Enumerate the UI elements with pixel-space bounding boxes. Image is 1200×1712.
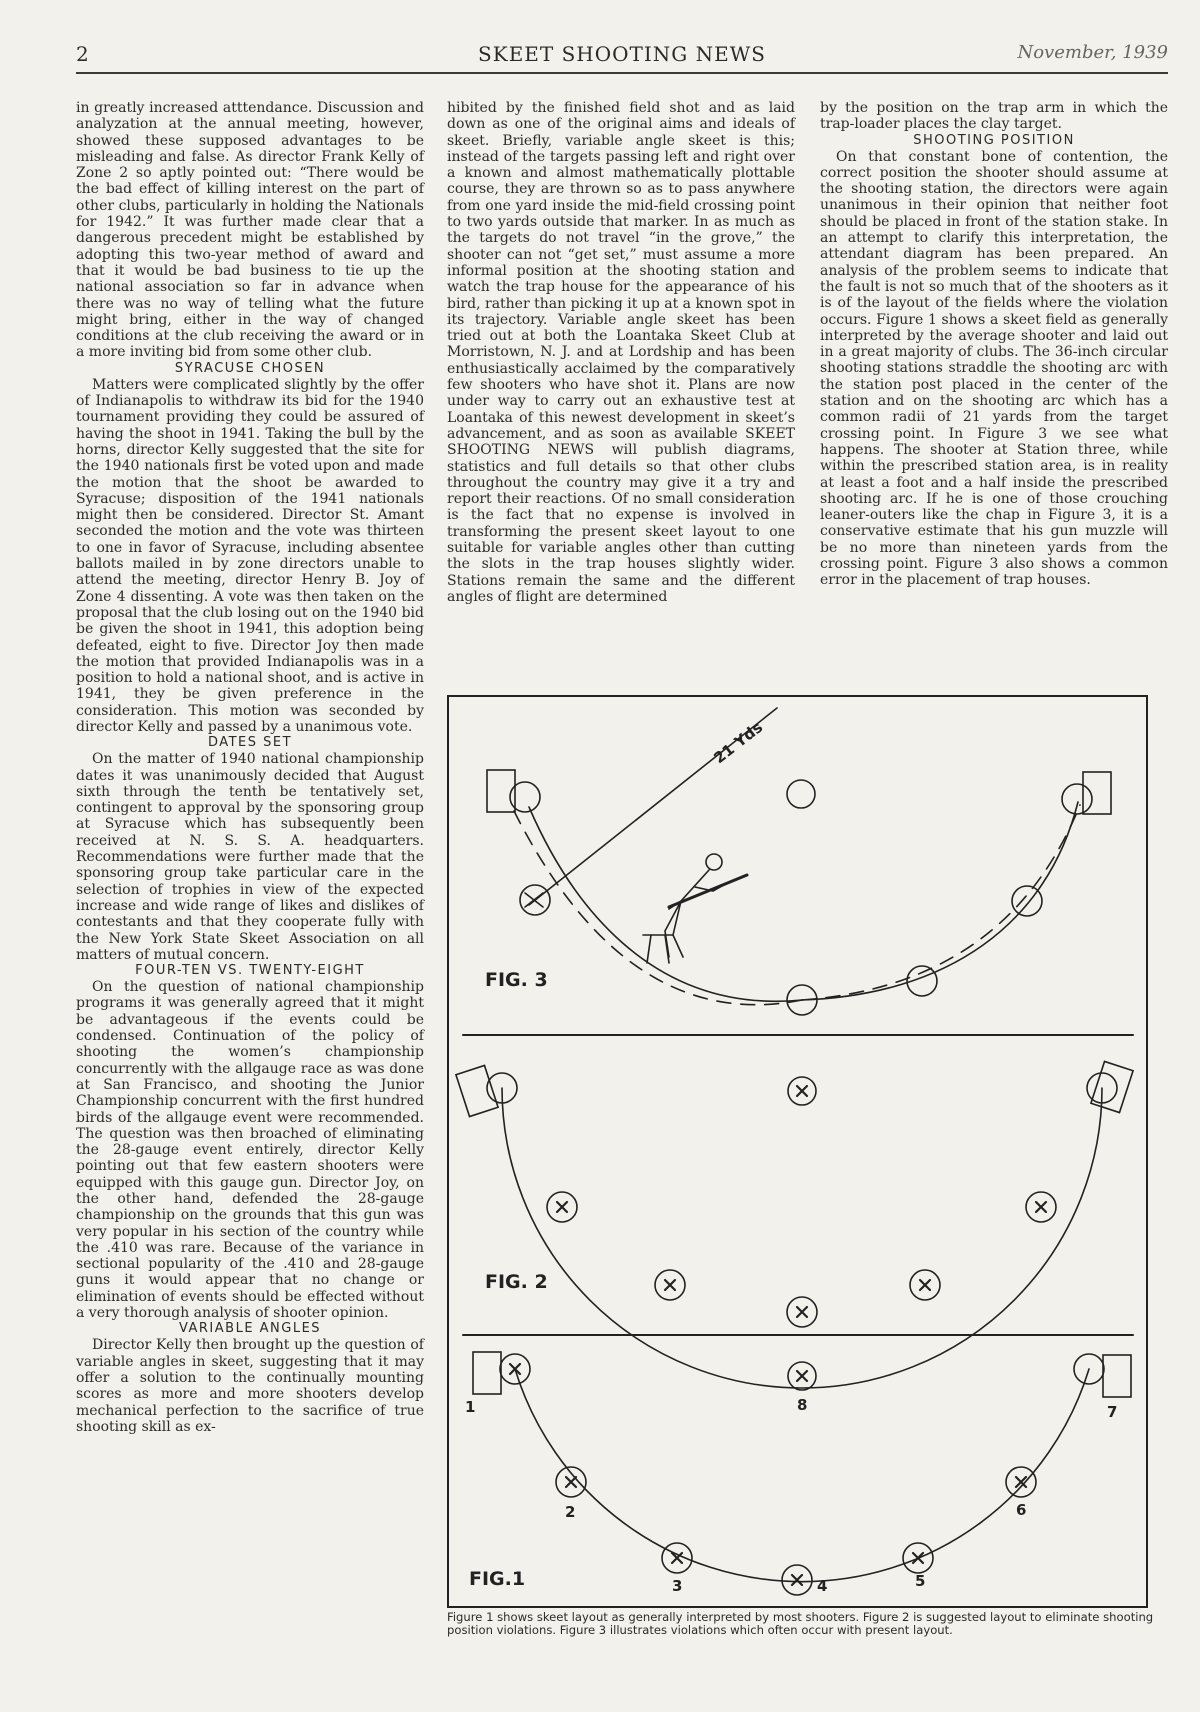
stake-mark [797,1307,807,1317]
section-heading-syracuse: SYRACUSE CHOSEN [174,360,326,376]
station-number: 8 [797,1396,808,1414]
paragraph: in greatly increased atttendance. Discussion and analyzation at the annual meeting, however, showed these supposed advantages to be misleading and false. As director Frank Kelly of Zone 2 so aptly pointed out: “There would be the bad effect of killing interest on the part of other clubs, particularly in holding the Nationals for 1942.” It was further made clear that a dangerous precedent might be established by adopting this two-year method of award and that it would be bad business to tie up the national association so far in advance when there was no way of telling what the future might bring, either in the way of changed conditions at the club receiving the award or in a more inviting bid from some other club. [76,100,424,361]
crossing-point [787,780,815,808]
fig1-label: FIG.1 [469,1568,526,1590]
paragraph: by the position on the trap arm in which the trap-loader places the clay target. [820,100,1168,133]
trap-house-right [1091,1061,1133,1112]
trap-house-right [1083,772,1111,814]
station-number: 7 [1107,1403,1118,1421]
section-heading-gauge: FOUR-TEN VS. TWENTY-EIGHT [135,963,365,979]
page-header [76,40,1168,70]
stake-mark [920,1280,930,1290]
station-circle [1062,784,1092,814]
skeet-layout-figure [447,695,1148,1608]
stake-mark [792,1575,802,1585]
station-number: 2 [565,1503,576,1521]
distance-label: 21 Yds [710,718,767,768]
stake-mark [557,1202,567,1212]
section-heading-variable-angles: VARIABLE ANGLES [178,1321,322,1337]
station-circle [1012,886,1042,916]
shooting-arc [502,1088,1102,1388]
article-column-2 [447,100,795,605]
stake-mark [913,1553,923,1563]
station-arc [529,807,802,1001]
trap-house-right [1103,1355,1131,1397]
paragraph: On the matter of 1940 national championship dates it was unanimously decided that August sixth through the tenth be tentatively set, contingent to approval by the sponsoring group at Syracuse which has subsequently been received at N. S. S. A. headquarters. Recommendations were further made that the sponsoring group take particular care in the selection of trophies in view of the expected increase and wide range of likes and dislikes of contestants and that they cooperate fully with the New York State Skeet Association on all matters of mutual concern. [76,751,424,963]
article-column-3 [820,100,1168,589]
trap-house-left [456,1065,498,1116]
fig3-label: FIG. 3 [485,969,548,991]
figure-border [448,696,1147,1607]
fig2-diagram [456,1061,1133,1388]
fig2-label: FIG. 2 [485,1271,548,1293]
article-column-1 [76,100,424,1435]
station-number: 1 [465,1398,476,1416]
paragraph: hibited by the finished field shot and as laid down as one of the original aims and ideals of skeet. Briefly, variable angle skeet is this; instead of the targets passing left and right over a known and almost mathematically plottable course, they are thrown so as to pass anywhere from one yard inside the mid-field crossing point to two yards outside that marker. In as much as the targets do not travel “in the grove,” the shooter can not “get set,” must assume a more informal position at the shooting station and watch the trap house for the appearance of his bird, rather than picking it up at a known spot in its trajectory. Variable angle skeet has been tried out at both the Loantaka Skeet Club at Morristown, N. J. and at Lordship and has been enthusiastically acclaimed by the comparatively few shooters who have shot it. Plans are now under way to carry out an exhaustive test at Loantaka of this newest development in skeet’s advancement, and as soon as available SKEET SHOOTING NEWS will publish diagrams, statistics and full details so that other clubs throughout the country may give it a try and report their reactions. Of no small consideration is the fact that no expense is involved in transforming the present skeet layout to one suitable for variable angles other than cutting the slots in the trap houses slightly wider. Stations remain the same and the different angles of flight are determined [447,100,795,605]
page-number: 2 [76,42,89,66]
stake-mark [797,1371,807,1381]
stake-mark [566,1477,576,1487]
violation-arc [514,811,802,1005]
issue-date: November, 1939 [1017,42,1168,63]
header-rule [76,72,1168,74]
stake-mark [510,1364,520,1374]
stake-mark [797,1086,807,1096]
paragraph: On the question of national championship programs it was generally agreed that it might be advantageous if the events could be condensed. Continuation of the policy of shooting the women’s championship concurrently with the allgauge race as was done at San Francisco, and shooting the Junior Championship concurrent with the first hundred birds of the allgauge event were recommended. The question was then broached of eliminating the 28-gauge event entirely, director Kelly pointing out that few eastern shooters were equipped with this gauge gun. Director Joy, on the other hand, defended the 28-gauge championship on the grounds that this gun was very popular in his section of the country while the .410 was rare. Because of the variance in sectional popularity of the .410 and 28-gauge guns it would appear that no change or elimination of events should be effected without a very thorough analysis of shooter opinion. [76,979,424,1322]
station-number: 3 [672,1577,683,1595]
publication-title: SKEET SHOOTING NEWS [478,42,766,66]
paragraph: Director Kelly then brought up the question of variable angles in skeet, suggesting that it may offer a solution to the continually mounting scores as more and more shooters develop mechanical perfection to the sacrifice of true shooting skill as ex- [76,1337,424,1435]
station-number: 4 [817,1577,828,1595]
stake-mark [665,1280,675,1290]
skeet-diagram [447,695,1148,1608]
violation-arc [802,805,1080,1000]
paragraph: Matters were complicated slightly by the offer of Indianapolis to withdraw its bid for the 1940 tournament providing they could be assured of having the shoot in 1941. Taking the bull by the horns, director Kelly suggested that the site for the 1940 nationals first be voted upon and made the motion that the shoot be awarded to Syracuse; disposition of the 1941 nationals might then be considered. Director St. Amant seconded the motion and the vote was thirteen to one in favor of Syracuse, including absentee ballots mailed in by zone directors unable to attend the meeting, director Henry B. Joy of Zone 4 dissenting. A vote was then taken on the proposal that the club losing out on the 1940 bid be given the shoot in 1941, this adoption being defeated, eight to five. Director Joy then made the motion that provided Indianapolis was in a position to hold a national shoot, and is active in 1941, they be given preference in the consideration. This motion was seconded by director Kelly and passed by a unanimous vote. [76,376,424,735]
trap-house-left [473,1352,501,1394]
fig3-diagram [485,708,1111,1015]
shooter-figure [643,854,747,963]
figure-caption: Figure 1 shows skeet layout as generally interpreted by most shooters. Figure 2 is suggested layout to eliminate shooting position violations. Figure 3 illustrates violations which often occur with present layout. [447,1610,1154,1637]
section-heading-shooting-position: SHOOTING POSITION [913,132,1075,148]
station-number: 6 [1016,1501,1027,1519]
paragraph: On that constant bone of contention, the correct position the shooter should assume at the shooting station, the directors were again unanimous in their opinion that neither foot should be placed in front of the station stake. In an attempt to clarify this interpretation, the attendant diagram has been prepared. An analysis of the problem seems to indicate that the fault is not so much that of the shooters as it is of the layout of the fields where the violation occurs. Figure 1 shows a skeet field as generally interpreted by the average shooter and laid out in a great majority of clubs. The 36-inch circular shooting stations straddle the shooting arc with the station post placed in the center of the station and on the shooting arc which has a common radii of 21 yards from the target crossing point. In Figure 3 we see what happens. The shooter at Station three, while within the prescribed station area, is in reality at least a foot and a half inside the prescribed shooting arc. If he is one of those crouching leaner-outers like the chap in Figure 3, it is a conservative estimate that his gun muzzle will be no more than nineteen yards from the crossing point. Figure 3 also shows a common error in the placement of trap houses. [820,148,1168,589]
stake-mark [1036,1202,1046,1212]
station-arc [802,802,1078,1000]
station-number: 5 [915,1572,926,1590]
section-heading-dates: DATES SET [207,735,293,751]
